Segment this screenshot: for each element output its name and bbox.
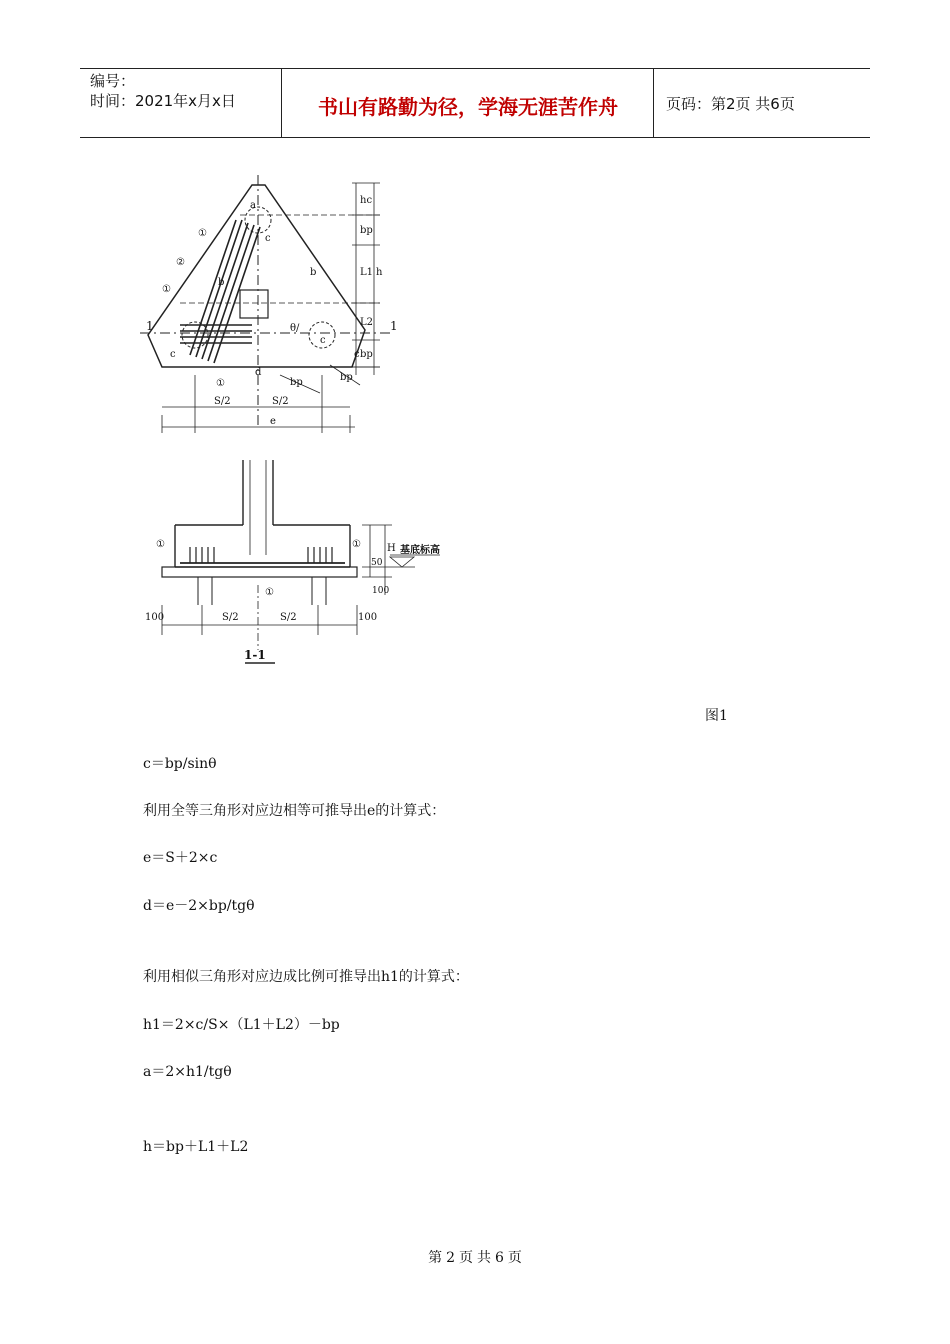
elevation-marker	[390, 557, 414, 567]
section-mark-left: 1	[146, 319, 154, 333]
label-s2-left: S/2	[222, 612, 239, 623]
label-a: a	[250, 200, 256, 211]
section-title: 1-1	[244, 648, 266, 662]
callout-1c: ①	[216, 378, 225, 389]
label-bp-low: bp	[360, 349, 373, 360]
label-c: c	[265, 233, 271, 244]
label-e: e	[270, 416, 276, 427]
label-d: d	[255, 367, 262, 378]
cushion-layer	[162, 567, 357, 577]
document-date: 时间：2021年x月x日	[90, 92, 236, 110]
base-elevation-label: 基底标高	[400, 545, 440, 556]
label-H: H	[387, 543, 396, 554]
formula-line: a＝2×h1/tgθ	[143, 1064, 232, 1080]
label-l1: L1	[360, 267, 374, 278]
rebar-bundle-diagonal	[190, 220, 260, 363]
header-left	[90, 71, 236, 111]
label-50: 50	[371, 558, 383, 568]
footer-page-total: 6	[495, 1250, 504, 1266]
label-bp-right: bp	[340, 372, 353, 383]
label-c-right: c	[354, 349, 360, 360]
label-hc: hc	[360, 195, 373, 206]
footer-page-number: 2	[446, 1250, 455, 1266]
formula-line: h1＝2×c/S×（L1＋L2）－bp	[143, 1017, 340, 1033]
label-s-half-left: S/2	[214, 396, 231, 407]
page-footer: 第 2 页 共 6 页	[428, 1250, 522, 1266]
callout-1: ①	[198, 228, 207, 239]
label-s-half-right: S/2	[272, 396, 289, 407]
formula-line: c＝bp/sinθ	[143, 756, 217, 772]
rebar-bundle-horizontal	[180, 325, 252, 343]
label-100-left: 100	[145, 612, 165, 623]
label-s2-right: S/2	[280, 612, 297, 623]
page-header	[80, 68, 870, 138]
formula-line: e＝S＋2×c	[143, 850, 218, 866]
label-theta: θ/	[290, 323, 300, 334]
document-number-label: 编号：	[90, 72, 136, 90]
cap-outline	[148, 185, 365, 367]
label-c-pile: c	[320, 335, 326, 346]
header-motto: 书山有路勤为径，学海无涯苦作舟	[318, 95, 618, 119]
text-line: 利用全等三角形对应边相等可推导出e的计算式：	[143, 803, 446, 819]
formula-line: d＝e－2×bp/tgθ	[143, 898, 255, 914]
column-outline	[240, 290, 268, 318]
label-100-vert: 100	[372, 586, 390, 596]
label-100-right: 100	[358, 612, 378, 623]
formula-line: h＝bp＋L1＋L2	[143, 1139, 249, 1155]
pile-cap-section-diagram	[140, 455, 440, 675]
label-c-left: c	[170, 349, 176, 360]
label-b-right: b	[310, 267, 317, 278]
callout-1b: ①	[162, 284, 171, 295]
label-l2: L2	[360, 317, 374, 328]
section-callout-1a: ①	[156, 539, 165, 550]
section-callout-1b: ①	[352, 539, 361, 550]
label-h: h	[376, 267, 383, 278]
callout-2: ②	[176, 257, 185, 268]
figure-caption: 图1	[705, 708, 728, 724]
text-line: 利用相似三角形对应边成比例可推导出h1的计算式：	[143, 969, 469, 985]
pile-cap-plan-diagram	[140, 175, 420, 440]
label-b-left: b	[218, 277, 225, 288]
header-page-info: 页码：第2页 共6页	[666, 95, 795, 113]
label-bp-bottom: bp	[290, 377, 303, 388]
section-mark-right: 1	[390, 319, 398, 333]
label-bp-top: bp	[360, 225, 373, 236]
section-callout-1c: ①	[265, 587, 274, 598]
